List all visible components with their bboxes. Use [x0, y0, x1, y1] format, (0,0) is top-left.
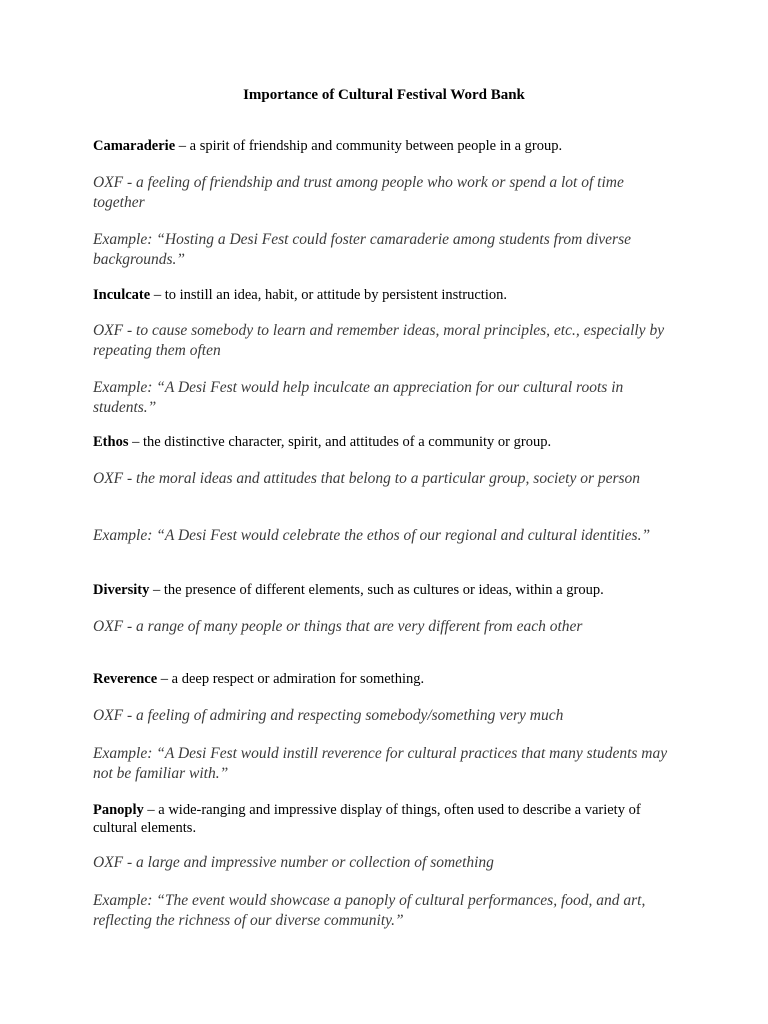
entry-definition-text: – to instill an idea, habit, or attitude by persistent instruction. [150, 287, 507, 303]
entry-inculcate-example: Example: “A Desi Fest would help inculcate an appreciation for our cultural roots in students.” [93, 379, 624, 416]
entry-ethos-example: Example: “A Desi Fest would celebrate the ethos of our regional and cultural identities.” [93, 527, 651, 544]
entry-definition-text: – the distinctive character, spirit, and attitudes of a community or group. [128, 434, 552, 450]
entry-definition-text: – a spirit of friendship and community between people in a group. [175, 138, 563, 154]
entry-ethos-oxf: OXF - the moral ideas and attitudes that belong to a particular group, society or person [93, 470, 641, 487]
entry-panoply-example: Example: “The event would showcase a panoply of cultural performances, food, and art, reflecting the richness of our diverse community.” [93, 892, 646, 929]
entry-term: Ethos [93, 434, 129, 450]
entry-inculcate-definition [93, 286, 673, 304]
entry-camaraderie-oxf: OXF - a feeling of friendship and trust among people who work or spend a lot of time together [93, 174, 624, 211]
entry-reverence-oxf: OXF - a feeling of admiring and respecting somebody/something very much [93, 707, 564, 724]
entry-panoply-definition [93, 801, 673, 837]
entry-definition-text: – a deep respect or admiration for something. [157, 671, 425, 687]
entry-definition-text: – a wide-ranging and impressive display of things, often used to describe a variety of cultural elements. [93, 802, 641, 836]
entry-term: Panoply [93, 802, 144, 818]
entry-ethos-definition [93, 433, 673, 451]
entry-inculcate-oxf: OXF - to cause somebody to learn and remember ideas, moral principles, etc., especially by repeating them often [93, 322, 665, 359]
entry-reverence-definition [93, 670, 673, 688]
entry-diversity-oxf: OXF - a range of many people or things that are very different from each other [93, 618, 583, 635]
document-title: Importance of Cultural Festival Word Bank [243, 87, 525, 103]
entry-definition-text: – the presence of different elements, such as cultures or ideas, within a group. [149, 582, 604, 598]
entry-diversity-definition [93, 581, 673, 599]
entry-panoply-oxf: OXF - a large and impressive number or collection of something [93, 854, 494, 871]
entry-term: Reverence [93, 671, 158, 687]
entry-reverence-example: Example: “A Desi Fest would instill reverence for cultural practices that many students may not be familiar with.” [93, 745, 668, 782]
entry-term: Inculcate [93, 287, 151, 303]
entry-term: Diversity [93, 582, 150, 598]
entry-camaraderie-example: Example: “Hosting a Desi Fest could foster camaraderie among students from diverse backgrounds.” [93, 231, 631, 268]
entry-term: Camaraderie [93, 138, 176, 154]
entry-camaraderie-definition [93, 137, 673, 155]
